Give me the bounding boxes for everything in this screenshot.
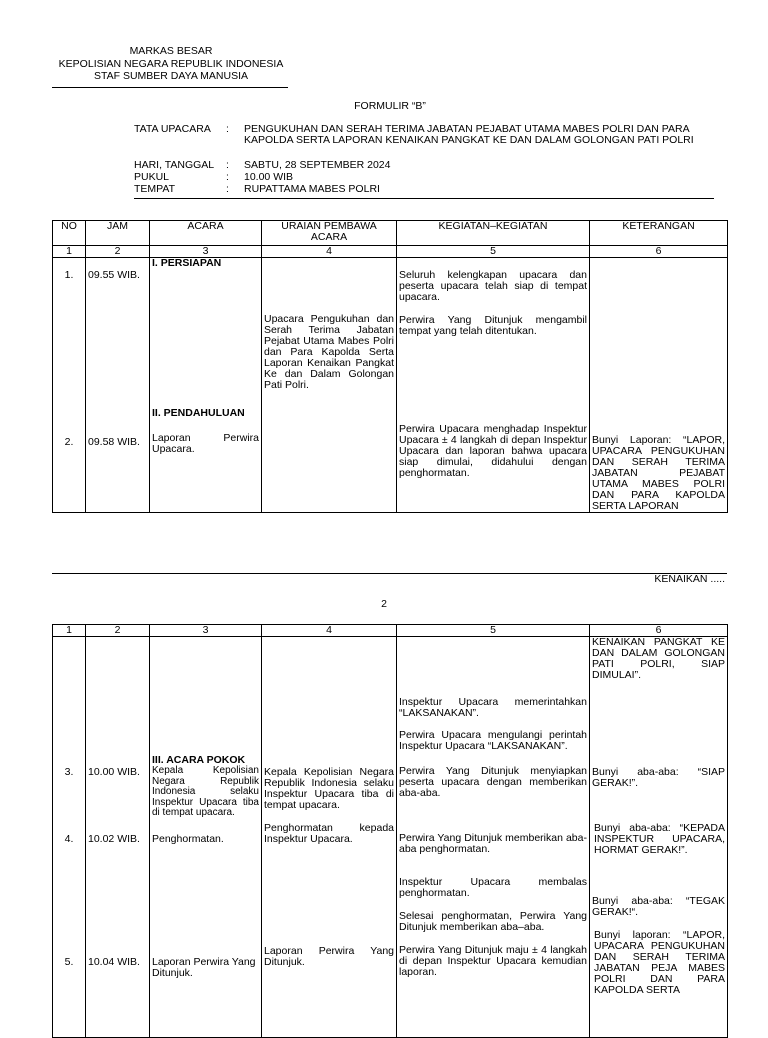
uraian-text: Laporan Perwira Yang Ditunjuk.: [264, 945, 394, 968]
kegiatan-text: Perwira Upacara menghadap Inspektur Upacara ± 4 langkah di depan Inspektur Upacara dan laporan bahwa upacara siap dimulai, didahului dengan penghormatan.: [399, 423, 587, 479]
kegiatan-text: Perwira Upacara mengulangi perintah Inspektur Upacara “LAKSANAKAN”.: [399, 729, 587, 752]
continued-marker: KENAIKAN .....: [654, 573, 725, 585]
keterangan-text: Bunyi aba-aba: “KEPADA INSPEKTUR UPACARA, HORMAT GERAK!”.: [594, 822, 725, 856]
meta-colon: :: [226, 123, 229, 135]
table-header-row: [53, 221, 728, 246]
page-break-line: [52, 573, 727, 574]
col-header-kegiatan: KEGIATAN–KEGIATAN: [397, 221, 590, 246]
org-line-1: MARKAS BESAR: [129, 45, 213, 57]
uraian-text: Upacara Pengukuhan dan Serah Terima Jabatan Pejabat Utama Mabes Polri dan Para Kapolda Serta Laporan Kenaikan Pangkat Ke dan Dalam Golongan Pati Polri.: [264, 313, 394, 391]
kegiatan-text: Inspektur Upacara memerintahkan “LAKSANAKAN”.: [399, 696, 587, 719]
cell-kegiatan: [397, 258, 590, 513]
uraian-text: Kepala Kepolisian Negara Republik Indonesia selaku Inspektur Upacara tiba di tempat upacara.: [264, 766, 394, 811]
org-header: [52, 45, 290, 83]
schedule-table-page-2: [52, 624, 728, 1038]
kegiatan-text: Inspektur Upacara membalas penghormatan.: [399, 876, 587, 899]
cell-jam: [86, 637, 150, 1038]
col-header-acara: ACARA: [150, 221, 262, 246]
kegiatan-text: Perwira Yang Ditunjuk memberikan aba- aba penghormatan.: [399, 832, 587, 855]
uraian-text: Penghormatan kepada Inspektur Upacara.: [264, 822, 394, 845]
acara-text: Penghormatan.: [152, 832, 224, 845]
meta-value: 10.00 WIB: [244, 171, 294, 183]
meta-label: TATA UPACARA: [134, 123, 211, 135]
schedule-table-page-1: [52, 220, 728, 513]
meta-value: RUPATTAMA MABES POLRI: [244, 183, 380, 195]
col-number: 1: [53, 246, 86, 258]
meta-label: TEMPAT: [134, 183, 176, 195]
acara-text: Laporan Perwira Yang Ditunjuk.: [152, 955, 256, 979]
row-time: 10.02 WIB.: [88, 833, 140, 845]
col-number: 2: [86, 625, 150, 637]
section-heading: I. PERSIAPAN: [152, 257, 222, 269]
col-header-keterangan: KETERANGAN: [590, 221, 728, 246]
meta-value: PENGUKUHAN DAN SERAH TERIMA JABATAN PEJABAT UTAMA MABES POLRI DAN PARA KAPOLDA SERTA LAPORAN KENAIKAN PANGKAT KE DAN DALAM GOLONGAN PATI POLRI: [244, 123, 694, 146]
cell-kegiatan: [397, 637, 590, 1038]
acara-text: Laporan Perwira Upacara.: [152, 432, 259, 455]
meta-colon: :: [226, 159, 229, 171]
row-time: 10.00 WIB.: [88, 766, 140, 778]
org-line-3: STAF SUMBER DAYA MANUSIA: [93, 70, 249, 82]
cell-uraian: [262, 258, 397, 513]
kegiatan-text: Seluruh kelengkapan upacara dan peserta upacara telah siap di tempat upacara.: [399, 269, 587, 303]
kegiatan-text: Perwira Yang Ditunjuk maju ± 4 langkah di depan Inspektur Upacara kemudian laporan.: [399, 944, 587, 978]
keterangan-text: Bunyi aba-aba: “SIAP GERAK!”.: [592, 766, 725, 789]
kegiatan-text: Perwira Yang Ditunjuk mengambil tempat yang telah ditentukan.: [399, 314, 587, 337]
header-underline: [52, 87, 288, 88]
section-heading: III. ACARA POKOK: [152, 754, 246, 766]
meta-row-pukul: [134, 172, 714, 183]
row-time: 10.04 WIB.: [88, 956, 140, 968]
row-time: 09.58 WIB.: [88, 436, 140, 448]
col-number: 2: [86, 246, 150, 258]
keterangan-text: Bunyi aba-aba: “TEGAK GERAK!“.: [592, 895, 725, 918]
col-number: 6: [590, 246, 728, 258]
meta-underline: [134, 198, 714, 199]
cell-acara: [150, 258, 262, 513]
row-number: 4.: [64, 833, 74, 845]
cell-keterangan: [590, 258, 728, 513]
col-header-no: NO: [53, 221, 86, 246]
keterangan-text: Bunyi laporan: “LAPOR, UPACARA PENGUKUHAN DAN SERAH TERIMA JABATAN PEJA MABES POLRI DAN PARA KAPOLDA SERTA: [594, 929, 725, 996]
cell-no: [53, 637, 86, 1038]
col-header-uraian: URAIAN PEMBAWA ACARA: [262, 221, 397, 246]
meta-label: PUKUL: [134, 171, 170, 183]
row-number: 1.: [64, 269, 74, 281]
row-number: 2.: [64, 436, 74, 448]
table-row: [53, 258, 728, 513]
col-header-jam: JAM: [86, 221, 150, 246]
form-title: FORMULIR “B”: [354, 100, 426, 112]
cell-no: [53, 258, 86, 513]
col-number: 3: [150, 625, 262, 637]
column-number-row: [53, 625, 728, 637]
org-line-2: KEPOLISIAN NEGARA REPUBLIK INDONESIA: [58, 57, 284, 70]
meta-row-tempat: [134, 184, 714, 195]
row-number: 3.: [64, 766, 74, 778]
meta-row-hari-tanggal: [134, 160, 714, 171]
keterangan-text: KENAIKAN PANGKAT KE DAN DALAM GOLONGAN PATI POLRI, SIAP DIMULAI”.: [592, 636, 725, 681]
cell-acara: [150, 637, 262, 1038]
col-number: 5: [397, 246, 590, 258]
meta-row-tata-upacara: [134, 124, 714, 146]
col-number: 5: [397, 625, 590, 637]
kegiatan-text: Selesai penghormatan, Perwira Yang Ditunjuk memberikan aba–aba.: [399, 910, 587, 933]
col-number: 4: [262, 246, 397, 258]
cell-keterangan: [590, 637, 728, 1038]
page-number: 2: [381, 598, 387, 610]
col-number: 1: [53, 625, 86, 637]
kegiatan-text: Perwira Yang Ditunjuk menyiapkan peserta upacara dengan memberikan aba-aba.: [399, 765, 587, 799]
keterangan-text: Bunyi Laporan: “LAPOR, UPACARA PENGUKUHAN DAN SERAH TERIMA JABATAN PEJABAT UTAMA MABES POLRI DAN PARA KAPOLDA SERTA LAPORAN: [592, 434, 725, 512]
meta-colon: :: [226, 171, 229, 183]
col-number: 3: [150, 246, 262, 258]
row-time: 09.55 WIB.: [88, 269, 140, 281]
table-row: [53, 637, 728, 1038]
column-number-row: [53, 246, 728, 258]
acara-text: Kepala Kepolisian Negara Republik Indonesia selaku Inspektur Upacara tiba di tempat upacara.: [152, 765, 259, 818]
col-number: 6: [590, 625, 728, 637]
section-heading: II. PENDAHULUAN: [152, 407, 245, 419]
cell-jam: [86, 258, 150, 513]
meta-label: HARI, TANGGAL: [134, 159, 215, 171]
col-number: 4: [262, 625, 397, 637]
meta-value: SABTU, 28 SEPTEMBER 2024: [244, 159, 391, 171]
meta-colon: :: [226, 183, 229, 195]
row-number: 5.: [64, 956, 74, 968]
cell-uraian: [262, 637, 397, 1038]
